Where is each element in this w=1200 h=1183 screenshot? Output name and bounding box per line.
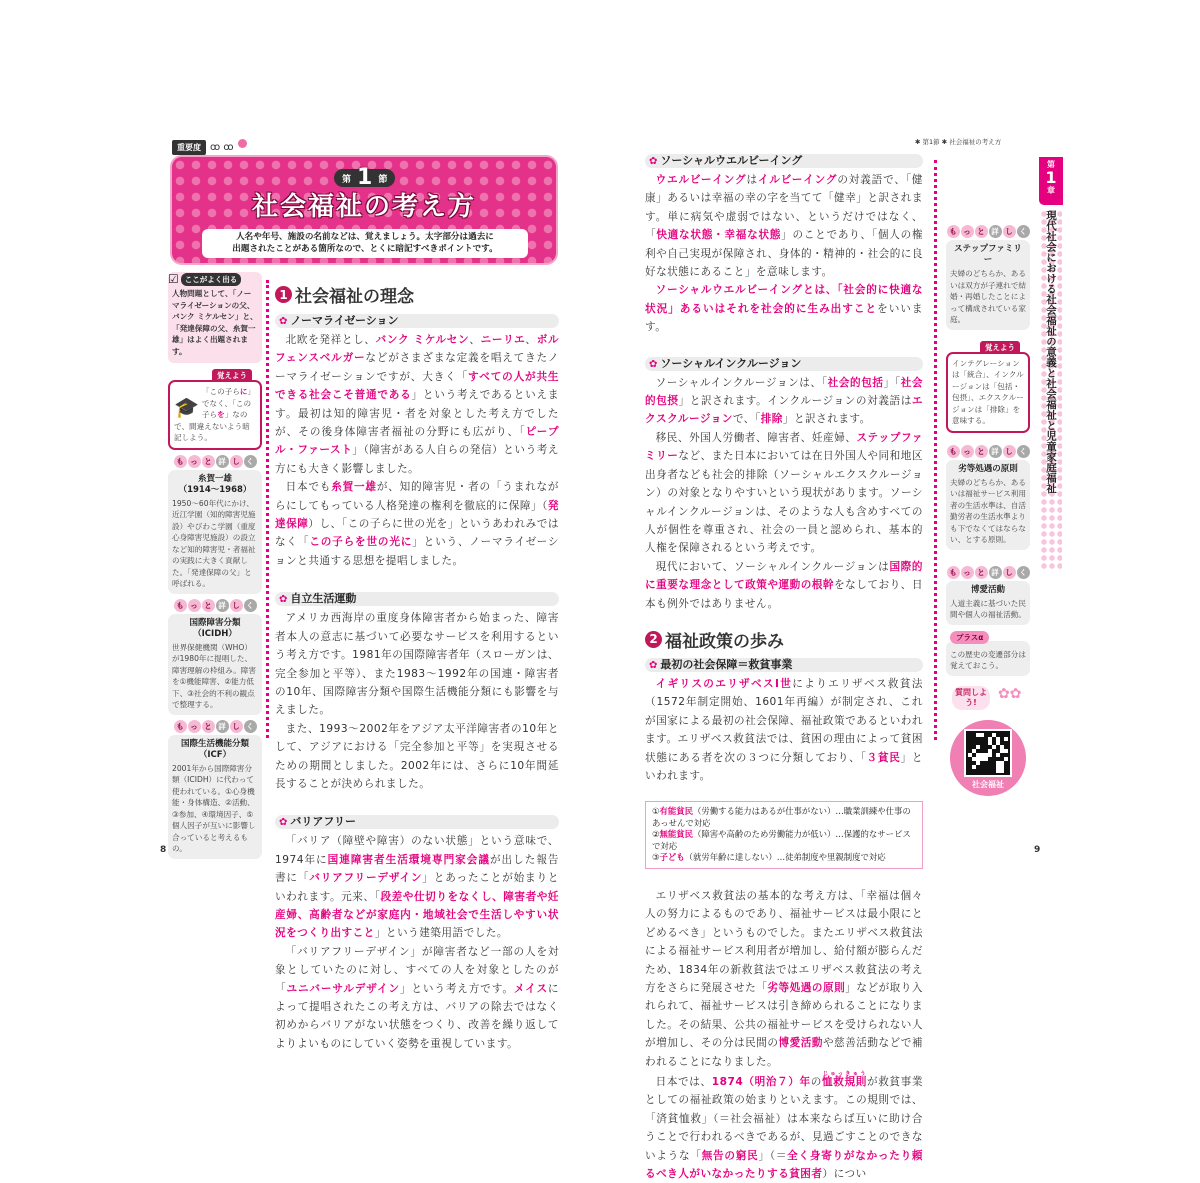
qr-label: 社会福祉 — [972, 779, 1004, 789]
text-run: 」（障害がある人自らの発信）という考え方にも大きく影響しました。 — [275, 444, 560, 475]
subsection-body — [645, 374, 923, 613]
text-run: ）し、「この子らに世の光を」というあわれみではなく「 — [275, 518, 560, 549]
highlight-term: バンク ミケルセン — [375, 334, 470, 346]
more-detail-chip: く — [244, 599, 257, 612]
three-poor-list — [645, 801, 923, 869]
more-detail-text: 夫婦のどちらか、あるいは双方が子連れで結婚・再婚したことによって構成されている家庭。 — [950, 269, 1026, 324]
subsection-title: ソーシャルウエルビーイング — [660, 154, 803, 167]
subsection-body — [645, 171, 923, 337]
text-run: 」などが取り入れられて、福祉サービスは引き締められることになりました。その結果、公共の福祉サービスを受けられない人が増加し、その分は民間の — [645, 981, 924, 1050]
cherry-blossom-icon: ✿✿ — [998, 685, 1022, 702]
text-run: 」という考えであるといえます。最初は知的障害児・者を対象とした考え方でしたが、その後身体障害者福祉の分野にも広がり、「 — [275, 389, 559, 439]
subsection-title: 最初の社会保障＝救貧事業 — [660, 657, 793, 671]
paragraph — [645, 429, 923, 558]
more-detail-chip: 詳 — [989, 566, 1002, 579]
professor-illustration-icon: 🎓 — [174, 395, 199, 419]
more-detail-title: 糸賀一雄 （1914～1968） — [178, 473, 252, 495]
subsection-title-bar — [645, 154, 923, 168]
memorize-box — [168, 371, 262, 450]
poor-list-item — [652, 829, 916, 852]
more-detail-title: 劣等処遇の原則 — [958, 463, 1018, 474]
plus-alpha-label: プラスα — [950, 631, 989, 644]
text-run: 」のことであり、「個人の権利や自己実現が保障され、身体的・精神的・社会的に良好な状態にあること」を意味します。 — [645, 229, 924, 279]
flower-icon: ✿ — [649, 156, 658, 167]
more-detail-chip: っ — [961, 445, 974, 458]
more-detail-chip: っ — [188, 455, 201, 468]
highlight-term: 全く身寄りがなかったり頼るべき人がいなかったりする貧困者 — [645, 1149, 924, 1180]
page-number-right: 9 — [1034, 845, 1041, 855]
text-run: や慈善活動などで補われることになりました。 — [645, 1037, 923, 1068]
highlight-term: ウエルビーイング — [655, 174, 747, 186]
chapter-title-vertical: 現代社会における社会福祉の意義と社会福祉と児童家庭福祉 — [1040, 210, 1062, 570]
text-run: 現代において、ソーシャルインクルージョンは — [655, 560, 890, 573]
intro-line: 出題されたことがある箇所なので、とくに暗記すべきポイントです。 — [232, 244, 498, 254]
text-run: で、「 — [732, 413, 761, 426]
memorize-text: インテグレーションは「統合」、インクルージョンは「包括・包摂」、エクスクルージョンは「排除」を意味する。 — [952, 358, 1024, 425]
text-run: 日本では、 — [655, 1075, 712, 1088]
more-detail-text: 世界保健機関（WHO）が1980年に提唱した、障害理解の枠組み。障害を①機能障害、②能力低下、③社会的不利の観点で整理する。 — [172, 642, 256, 709]
text-run: 」とあったことが始まりといわれます。元来、「 — [275, 872, 560, 903]
importance-label: 重要度 — [172, 140, 206, 155]
text-run: ① — [652, 806, 660, 817]
more-detail-content — [946, 581, 1030, 625]
subsection-title-bar — [645, 357, 923, 371]
more-detail-box — [946, 566, 1030, 625]
more-detail-content — [946, 460, 1030, 550]
text-run: ② — [652, 829, 660, 840]
more-detail-chip: し — [230, 455, 243, 468]
highlight-term: バリアフリーデザイン — [309, 872, 423, 885]
text-run: によりエリザベス救貧法（1572年制定開始、1601年再編）が制定され、これが国家による最初の社会保障、福祉政策であるといわれます。エリザベス救貧法では、貧困の理由によって貧困状態にある者を次の３つに分類しており、「 — [645, 677, 923, 764]
text-run: また、1993～2002年をアジア太平洋障害者の10年として、アジアにおける「完全参加と平等」を実現させるための期間としました。2002年には、さらに10年間延長することが決められました。 — [275, 722, 559, 790]
text-run: 」という建築用語でした。 — [374, 927, 508, 940]
highlight-term: 博愛活動 — [778, 1037, 823, 1050]
text-run: 」という、ノーマライゼーションと共通する思想を提唱しました。 — [275, 536, 559, 567]
subsection-title-bar — [275, 314, 559, 328]
column-divider — [934, 160, 937, 740]
subsection — [645, 154, 923, 337]
highlight-term: 社会的包摂 — [645, 376, 924, 408]
memorize-label: 覚えよう — [212, 369, 252, 382]
more-detail-chips — [168, 599, 262, 612]
paragraph — [645, 374, 923, 429]
section-banner — [170, 155, 558, 265]
text-run: が、知的障害児・者の「うまれながらにしてもっている人格発達の権利を徹底的に保障」（ — [275, 481, 560, 512]
paragraph — [275, 832, 559, 942]
paragraph — [275, 943, 559, 1053]
more-detail-chip: し — [230, 599, 243, 612]
more-detail-text: 2001年から国際障害分類（ICIDH）に代わって使われている。①心身機能・身体構造、②活動、③参加、④環境因子、⑤個人因子が互いに影響し合っていると考えるもの。 — [172, 763, 256, 853]
highlight-term: ニーリエ — [480, 334, 526, 346]
text-run: 「この子ら — [201, 387, 240, 396]
highlight-term: ピープル・ファースト — [275, 426, 559, 457]
more-detail-box — [168, 599, 262, 715]
plus-alpha-box — [946, 632, 1030, 676]
flower-icon: ✿ — [279, 316, 288, 327]
highlight-term: すべての人が共生できる社会こそ普通である — [275, 370, 560, 402]
more-detail-title: 国際障害分類（ICIDH） — [189, 617, 241, 639]
more-detail-chip: と — [975, 566, 988, 579]
text-run: など、また日本においては在日外国人や同和地区出身者なども社会的排除（ソーシャルエクスクルージョン）の対象となりやすいという現状があります。ソーシャルインクルージョンは、そのような人も含めすべての人が個性を尊重され、社会の一員と認められ、基本的人権を保障されるという考えです。 — [645, 450, 924, 555]
plus-alpha-text: この歴史の変遷部分は覚えておこう。 — [946, 641, 1030, 676]
chapter-tab-number: 1 — [1045, 168, 1057, 187]
text-run: 北欧を発祥とし、 — [285, 334, 376, 346]
more-detail-content — [168, 470, 262, 594]
text-run: 」という考え方です。 — [399, 982, 514, 995]
more-detail-chip: っ — [961, 566, 974, 579]
highlight-term: 1874（明治７）年 — [711, 1075, 811, 1088]
memorize-box — [946, 342, 1030, 433]
more-detail-content — [946, 240, 1030, 330]
flower-icon: ✿ — [649, 659, 658, 671]
subsection-title: 自立生活運動 — [290, 592, 357, 606]
subsection-body — [275, 331, 559, 570]
paragraph — [275, 720, 559, 794]
text-run: 」「 — [883, 376, 901, 389]
text-run: が救貧事業としての福祉政策の始まりといえます。この規則では、「済貧恤救」（＝社会福祉）は本来ならば互いに助け合うことで行われるべきであるが、見過ごすことのできないような「 — [645, 1075, 923, 1162]
more-detail-chip: く — [1017, 566, 1030, 579]
more-detail-chip: も — [174, 599, 187, 612]
more-detail-content — [168, 735, 262, 859]
heading-number: 2 — [645, 631, 662, 648]
text-run: ③ — [652, 852, 660, 863]
paragraph — [645, 675, 923, 785]
more-detail-chip: 詳 — [216, 599, 229, 612]
text-run: （就労年齢に達しない）…徒弟制度や里親制度で対応 — [684, 852, 886, 863]
subsection-title: バリアフリー — [290, 815, 356, 829]
highlight-term: ボルフェンスベルガー — [275, 334, 560, 365]
subsection — [645, 357, 923, 613]
highlight-term: イギリスのエリザベスⅠ世 — [655, 677, 793, 690]
more-detail-box — [168, 720, 262, 859]
section-badge — [334, 165, 395, 190]
highlight-term: 劣等処遇の原則 — [767, 981, 846, 994]
text-run: 、 — [469, 334, 481, 346]
highlight-term: を — [217, 410, 225, 419]
highlight-term: エクスクルージョン — [645, 395, 923, 426]
more-detail-chip: と — [975, 445, 988, 458]
highlight-term: 段差や仕切りをなくし、障害者や妊産婦、高齢者などが家庭内・地域社会で生活しやすい状況をつくり出すこと — [275, 890, 560, 940]
flower-rating-icon — [238, 139, 247, 148]
more-detail-text: 人道主義に基づいた民間や個人の福祉活動。 — [950, 598, 1026, 619]
paragraph — [645, 171, 923, 281]
poor-list-item — [652, 852, 916, 864]
subsection — [275, 592, 559, 793]
text-run: 「バリア（障壁や障害）のない状態」という意味で、1974年に — [275, 835, 559, 866]
text-run: は — [746, 174, 758, 186]
highlight-term: 恤救規則じゅっきゅう — [822, 1070, 867, 1088]
subsection-body — [275, 609, 559, 793]
subsection-title: ソーシャルインクルージョン — [660, 356, 802, 370]
subsection — [275, 314, 559, 570]
more-detail-chip: も — [947, 566, 960, 579]
highlight-term: 糸賀一雄 — [331, 481, 377, 494]
subsection-body — [645, 675, 923, 785]
text-run: 、 — [525, 334, 537, 346]
text-run: （労働する能力はあるが仕事がない）…職業訓練や仕事のあっせんで対応 — [652, 806, 911, 828]
running-header: ✱ 第1節 ✱ 社会福祉の考え方 — [915, 138, 1002, 146]
text-run: 日本でも — [285, 481, 332, 494]
more-detail-chip: し — [230, 720, 243, 733]
highlight-term: 無能貧民 — [659, 829, 694, 840]
highlight-term: に — [239, 387, 248, 396]
page-title: 社会福祉の考え方 — [251, 192, 476, 222]
more-detail-chip: 詳 — [989, 445, 1002, 458]
highlight-term: 国連障害者生活環境専門家会議 — [327, 853, 490, 866]
more-detail-text: 夫婦のどちらか、あるいは福祉サービス利用者の生活水準は、自活勤労者の生活水準よりも下でなくてはならない、とする原則。 — [950, 477, 1026, 544]
section-badge-post: 節 — [378, 174, 388, 185]
text-run: などがさまざまな定義を唱えてきたノーマライゼーションですが、大きく「 — [275, 352, 559, 383]
left-main-column — [275, 282, 559, 1053]
highlight-term: 無告の窮民 — [701, 1149, 759, 1162]
more-detail-chip: し — [1003, 445, 1016, 458]
highlight-term: 有能貧民 — [659, 806, 694, 817]
frequent-topic-text: 人物問題として、「ノーマライゼーションの父、バンク ミケルセン」と、「発達保障の父、糸賀一雄」はよく出題されます。 — [172, 289, 258, 356]
subsection-title-bar — [645, 658, 923, 672]
highlight-term: 子ども — [659, 852, 685, 863]
more-detail-chip: し — [1003, 225, 1016, 238]
more-detail-chip: も — [174, 720, 187, 733]
more-detail-title: 国際生活機能分類（ICF） — [180, 738, 249, 760]
subsection-title-bar — [275, 815, 559, 829]
paragraph — [645, 558, 923, 613]
text-run: エリザベス救貧法の基本的な考え方は、「幸福は個々人の努力によるものであり、福祉サービスは最小限にとどめるべき」というものでした。またエリザベス救貧法による福祉サービス利用者が増加し、給付額が膨らんだため、1834年の新救貧法ではエリザベス救貧法の考え方をさらに発展させた「 — [645, 889, 923, 994]
highlight-term: ユニバーサルデザイン — [286, 982, 400, 995]
more-detail-box — [168, 455, 262, 594]
subsection — [275, 815, 559, 1053]
intro-line: 人名や年号、施設の名前などは、覚えましょう。太字部分は過去に — [236, 232, 494, 242]
subsection-title-bar — [275, 592, 559, 606]
more-detail-title: 博愛活動 — [970, 584, 1005, 595]
heading-social-welfare-ideals — [275, 282, 559, 307]
heading-number: 1 — [275, 286, 292, 303]
subsection — [645, 658, 923, 785]
section-badge-pre: 第 — [342, 174, 352, 185]
text-run: 」と訳されます。 — [782, 413, 871, 426]
more-detail-chips — [946, 225, 1030, 238]
qr-circle — [950, 720, 1026, 796]
more-detail-chip: く — [1017, 445, 1030, 458]
highlight-term: 国際的に重要な理念として政策や運動の根幹 — [645, 560, 924, 592]
heading-welfare-policy-history — [645, 627, 923, 652]
text-run: 」と訳されます。インクルージョンの対義語は — [678, 395, 912, 408]
more-detail-chips — [946, 566, 1030, 579]
right-sidebar — [946, 225, 1030, 798]
more-detail-box — [946, 445, 1030, 550]
left-sidebar — [168, 272, 262, 859]
heading-text: 福祉政策の歩み — [665, 631, 784, 652]
poor-law-text — [645, 887, 923, 1183]
more-detail-title: ステップファミリー — [954, 244, 1022, 265]
highlight-term: この子らを世の光に — [309, 536, 413, 549]
text-run: ソーシャルインクルージョンは、「 — [655, 376, 828, 389]
highlight-term: 社会的包括 — [827, 376, 884, 389]
paragraph — [645, 281, 923, 336]
more-detail-box — [946, 225, 1030, 330]
more-detail-text: 1950～60年代にかけ、近江学園（知的障害児施設）やびわこ学園（重度心身障害児施設）の設立など知的障害児・者福祉の実践に大きく貢献した。「発達保障の父」と呼ばれる。 — [172, 498, 256, 588]
highlight-term: ステップファミリー — [645, 431, 923, 463]
paragraph — [275, 331, 559, 478]
checkbox-icon: ☑ — [168, 272, 179, 286]
text-run: アメリカ西海岸の重度身体障害者から始まった、障害者本人の意志に基づいて必要なサービスを利用するという考え方です。1981年の国際障害者年（スローガンは、完全参加と平等）、また1983～1992年の国連・障害者の10年、国際障害分類や国際生活機能分類にも影響を与えました。 — [275, 612, 559, 717]
more-detail-chip: と — [202, 720, 215, 733]
more-detail-chip: く — [244, 720, 257, 733]
more-detail-chips — [168, 455, 262, 468]
more-detail-chip: と — [202, 455, 215, 468]
highlight-term: 排除 — [760, 413, 783, 426]
importance-rating — [172, 140, 247, 155]
more-detail-chip: し — [1003, 566, 1016, 579]
text-run: 」といわれます。 — [645, 751, 924, 782]
more-detail-chip: 詳 — [989, 225, 1002, 238]
text-run: によって提唱されたこの考え方は、バリアの除去ではなく初めからバリアがない状態をつくり、改善を繰り返してよりよいものにしていく姿勢を重視しています。 — [275, 982, 560, 1050]
more-detail-chip: く — [244, 455, 257, 468]
flower-icon: ✿ — [279, 594, 288, 606]
poor-list-item — [652, 806, 916, 829]
qr-section — [946, 686, 1030, 798]
memorize-label: 覚えよう — [980, 341, 1020, 354]
more-detail-chip: く — [1017, 225, 1030, 238]
text-run: 」なので、間違えないよう暗記しよう。 — [174, 410, 250, 442]
text-run: の — [810, 1075, 823, 1088]
chapter-tab-post: 章 — [1047, 186, 1055, 195]
text-run: ）につい — [822, 1167, 867, 1180]
section-badge-number: 1 — [357, 165, 373, 190]
more-detail-chips — [946, 445, 1030, 458]
text-run: をなしており、日本も例外ではありません。 — [645, 579, 924, 610]
sprout-icon: ꝏ ꝏ — [210, 142, 234, 153]
more-detail-chip: と — [202, 599, 215, 612]
more-detail-content — [168, 614, 262, 715]
text-run: 「バリアフリーデザイン」が障害者など一部の人を対象としていたのに対し、すべての人を対象としたのが「 — [275, 945, 559, 995]
more-detail-chip: 詳 — [216, 720, 229, 733]
heading-text: 社会福祉の理念 — [295, 287, 414, 307]
more-detail-chips — [168, 720, 262, 733]
highlight-term: ３貧民 — [866, 751, 901, 764]
flower-icon: ✿ — [649, 358, 658, 370]
intro-box — [202, 229, 528, 258]
ask-bubble: 質問しよう! — [952, 686, 990, 710]
subsection-body — [275, 832, 559, 1053]
page-number-left: 8 — [160, 845, 167, 855]
more-detail-chip: と — [975, 225, 988, 238]
flower-icon: ✿ — [279, 817, 288, 829]
highlight-term: 快適な状態・幸福な状態 — [656, 229, 782, 242]
paragraph — [275, 609, 559, 719]
text-run: 」でなく、「この子ら — [201, 387, 256, 419]
frequent-topic-label: ここがよく出る — [181, 273, 242, 286]
paragraph — [645, 1071, 923, 1183]
more-detail-chip: っ — [188, 599, 201, 612]
chapter-tab — [1039, 157, 1063, 205]
highlight-term: 発達保障 — [275, 499, 559, 531]
more-detail-chip: っ — [188, 720, 201, 733]
highlight-term: ソーシャルウエルビーイングとは、「社会的に快適な状況」あるいはそれを社会的に生み出すこと — [645, 284, 923, 315]
more-detail-chip: も — [947, 445, 960, 458]
text-run: の対義語で、「健康」あるいは幸福の幸の字を当てて「健幸」と訳されます。単に病気や虚弱ではない、というだけではなく、「 — [645, 174, 923, 242]
text-run: 移民、外国人労働者、障害者、妊産婦、 — [655, 431, 857, 444]
text-run: 」（＝ — [758, 1149, 788, 1162]
more-detail-chip: も — [174, 455, 187, 468]
more-detail-chip: も — [947, 225, 960, 238]
chapter-tab-pre: 第 — [1047, 160, 1055, 169]
text-run: が出した報告書に「 — [275, 853, 560, 885]
text-run: （障害や高齢のため労働能力が低い）…保護的なサービスで対応 — [652, 829, 911, 851]
right-main-column — [645, 154, 923, 1183]
qr-code[interactable] — [964, 729, 1012, 777]
highlight-term: メイス — [513, 982, 548, 995]
frequent-topic-box — [168, 272, 262, 363]
paragraph — [275, 478, 559, 570]
text-run: をいいます。 — [645, 302, 924, 334]
column-divider — [266, 280, 269, 738]
highlight-term: イルビーイング — [757, 174, 838, 186]
paragraph — [645, 887, 923, 1071]
more-detail-chip: 詳 — [216, 455, 229, 468]
more-detail-chip: っ — [961, 225, 974, 238]
subsection-title: ノーマライゼーション — [290, 314, 399, 327]
